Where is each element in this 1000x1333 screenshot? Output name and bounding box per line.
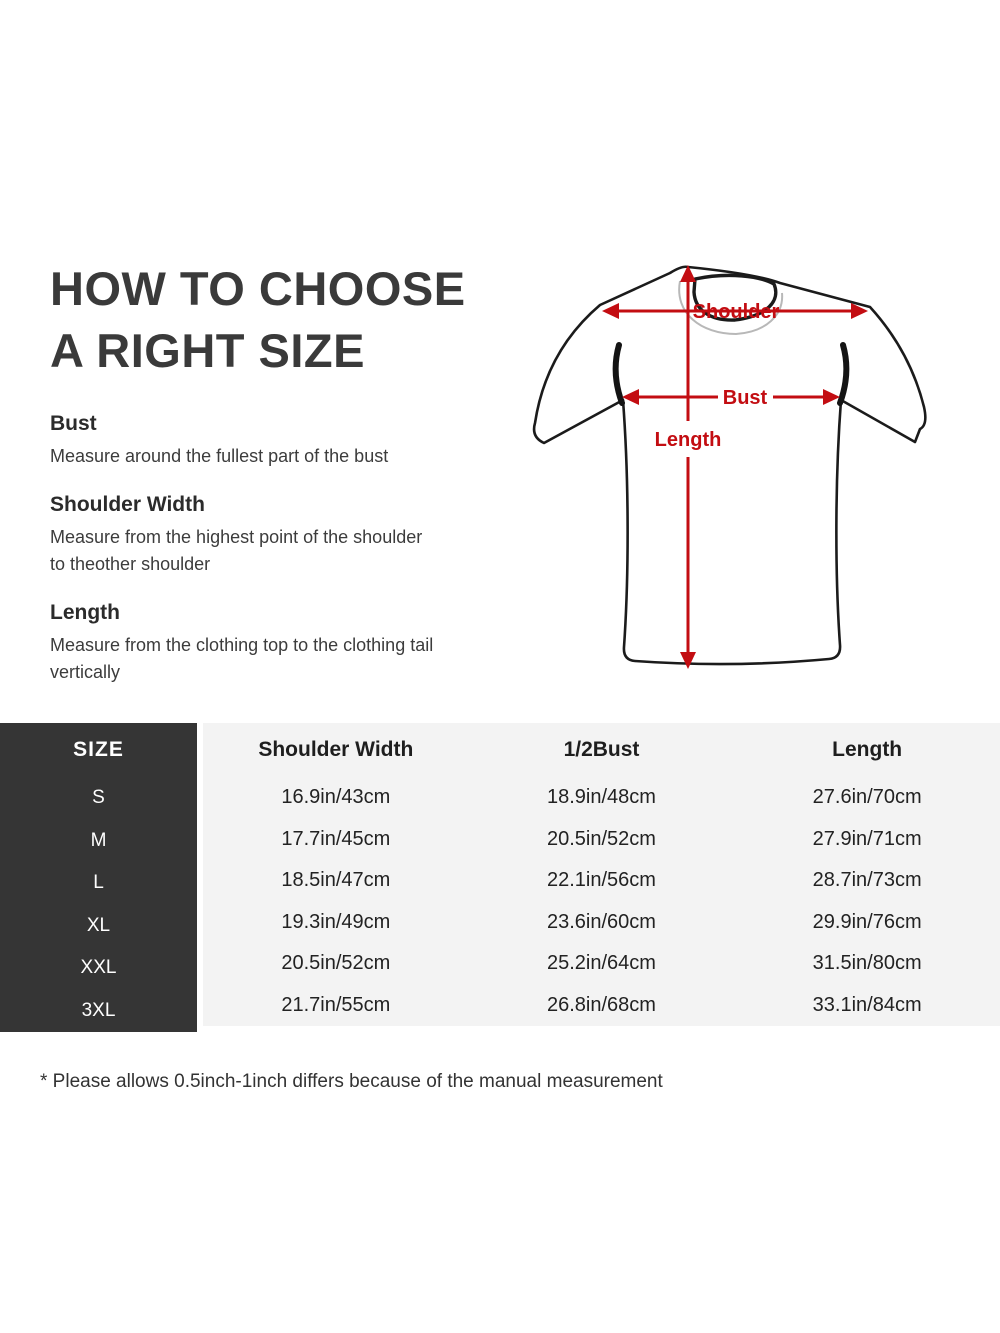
- cell-length: 27.9in/71cm: [812, 827, 922, 850]
- cell-bust: 25.2in/64cm: [547, 952, 656, 975]
- size-column-header: SIZE: [73, 738, 124, 761]
- table-row: [203, 902, 1000, 944]
- tshirt-measurement-diagram: [518, 255, 938, 675]
- cell-length: 28.7in/73cm: [812, 869, 922, 892]
- tshirt-outline-icon: [534, 267, 925, 664]
- cell-length: 29.9in/76cm: [812, 910, 922, 933]
- table-row: [203, 985, 1000, 1027]
- instruction-text: Measure from the highest point of the shoulder to theother shoulder: [50, 527, 423, 574]
- cell-length: 27.6in/70cm: [812, 786, 922, 809]
- header-shoulder-width: Shoulder Width: [258, 738, 414, 761]
- cell-length: 31.5in/80cm: [812, 952, 922, 975]
- size-label-xxl: XXL: [80, 957, 117, 979]
- size-label-l: L: [93, 872, 104, 894]
- bust-label: Bust: [722, 387, 768, 409]
- measurement-disclaimer: * Please allows 0.5inch-1inch differs because of the manual measurement: [40, 1071, 663, 1092]
- table-row: [203, 777, 1000, 819]
- page-title-line-2: A RIGHT SIZE: [50, 324, 365, 377]
- instruction-heading: Bust: [50, 412, 97, 435]
- cell-length: 33.1in/84cm: [812, 993, 922, 1016]
- instruction-text: Measure around the fullest part of the bust: [50, 446, 389, 466]
- size-label-3xl: 3XL: [81, 999, 116, 1021]
- header-half-bust: 1/2Bust: [563, 738, 640, 761]
- cell-bust: 20.5in/52cm: [547, 827, 656, 850]
- instruction-length: [50, 601, 438, 686]
- shoulder-label: Shoulder: [692, 301, 780, 323]
- cell-shoulder: 16.9in/43cm: [281, 786, 391, 809]
- table-header-row: [203, 723, 1000, 777]
- table-row: [203, 819, 1000, 861]
- page-title: [50, 258, 466, 382]
- cell-shoulder: 17.7in/45cm: [281, 827, 391, 850]
- cell-shoulder: 19.3in/49cm: [281, 910, 391, 933]
- instruction-bust: [50, 412, 438, 470]
- measurement-instructions: [50, 412, 438, 709]
- size-label-xl: XL: [86, 914, 111, 936]
- size-label-m: M: [90, 829, 107, 851]
- table-row: [203, 943, 1000, 985]
- cell-bust: 23.6in/60cm: [547, 910, 656, 933]
- length-label: Length: [654, 429, 722, 451]
- measurements-columns: [203, 723, 1000, 1026]
- table-row: [203, 860, 1000, 902]
- cell-shoulder: 18.5in/47cm: [281, 869, 391, 892]
- instruction-heading: Shoulder Width: [50, 493, 205, 516]
- size-table: [0, 723, 1000, 1032]
- cell-shoulder: 20.5in/52cm: [281, 952, 391, 975]
- cell-shoulder: 21.7in/55cm: [281, 993, 391, 1016]
- instruction-shoulder-width: [50, 493, 438, 578]
- cell-bust: 26.8in/68cm: [547, 993, 656, 1016]
- instruction-heading: Length: [50, 601, 120, 624]
- instruction-text: Measure from the clothing top to the clothing tail vertically: [50, 635, 434, 682]
- size-column: [0, 723, 197, 1032]
- header-length: Length: [832, 738, 903, 761]
- page-title-line-1: HOW TO CHOOSE: [50, 262, 466, 315]
- cell-bust: 22.1in/56cm: [547, 869, 656, 892]
- cell-bust: 18.9in/48cm: [547, 786, 656, 809]
- size-label-s: S: [92, 787, 105, 809]
